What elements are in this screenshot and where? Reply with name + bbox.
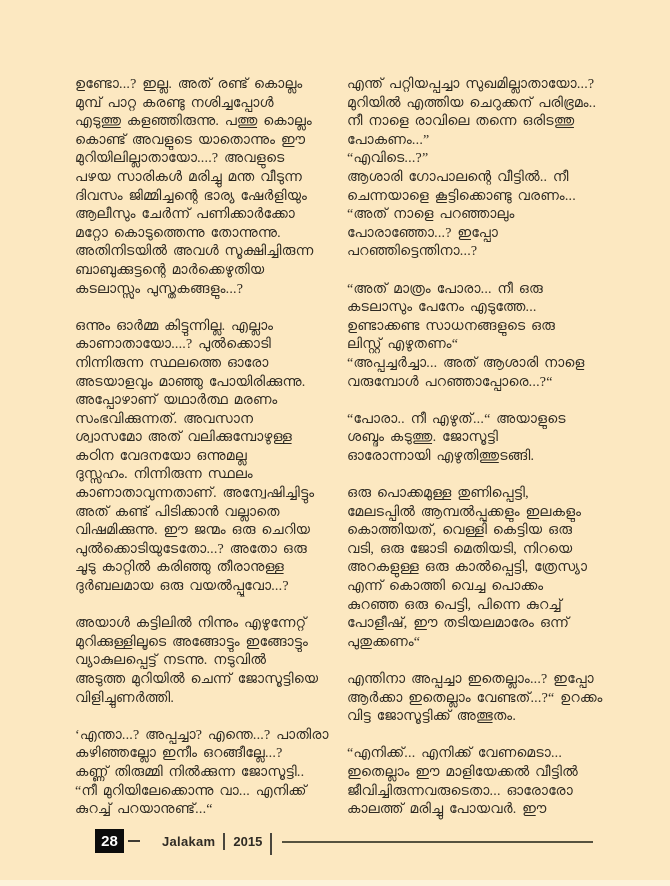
text-line: വിളിച്ചുണർത്തി. [75, 690, 175, 706]
text-line: പോളീഷ്, ഈ തടിയലമാരേം ഒന്ന് [347, 616, 570, 632]
paragraph [75, 318, 335, 597]
text-line: മുറിയിലില്ലാതായോ....? അവളുടെ [75, 151, 285, 167]
text-line: ദിവസം ജിമ്മിച്ചന്റെ ഭാര്യ ഷേർളിയും [75, 188, 308, 204]
text-line: ഉണ്ടോ...? ഇല്ല. അത് രണ്ട് കൊല്ലം [75, 77, 303, 92]
text-line: ദുസ്സഹം. നിന്നിരുന്ന സ്ഥലം [75, 467, 253, 483]
text-line: ജീവിച്ചിരുന്നവരുടെതാ... ഓരോരോ [347, 783, 573, 799]
text-line: സംഭവിക്കുന്നത്. അവസാന [75, 411, 254, 427]
text-line: വിട്ട ജോസൂട്ടിക്ക് അത്ഭുതം. [347, 709, 517, 725]
magazine-name: Jalakam [162, 833, 216, 849]
text-line: മുറിയിൽ എത്തിയ ചെറുക്കന് പരിഭ്രമം.. [347, 95, 597, 111]
text-line: ആശാരി ഗോപാലന്റെ വീട്ടിൽ.. നീ [347, 169, 569, 185]
right-text-column [347, 76, 627, 820]
text-line: അപ്പോഴാണ് യഥാർത്ഥ മരണം [75, 393, 278, 409]
text-line: “നീ മുറിയിലേക്കൊന്നു വാ... എനിക്ക് [75, 783, 307, 799]
text-line: എന്ത് പറ്റിയപ്പച്ചാ സുഖമില്ലാതായോ...? [347, 77, 595, 92]
text-line: കഠിന വേദനയോ ഒന്നുമല്ല [75, 448, 247, 464]
text-line: കാലത്ത് മരിച്ചു പോയവർ. ഈ [347, 802, 547, 818]
paragraph [347, 745, 627, 819]
text-line: കടലാസും പേനേം എടുത്തേ... [347, 300, 537, 316]
page-bottom-edge [0, 880, 670, 886]
text-line: ഇതെല്ലാം ഈ മാളിയേക്കൽ വീട്ടിൽ [347, 764, 578, 780]
text-line: “പോരാ.. നീ എഴുത്...“ അയാളുടെ [347, 411, 566, 427]
page-number-badge: 28 [95, 829, 124, 853]
footer-rule [282, 841, 593, 843]
text-line: അടുത്ത മുറിയിൽ ചെന്ന് ജോസൂട്ടിയെ [75, 672, 319, 687]
text-line: എന്ന് കൊത്തി വെച്ച പൊക്കം [347, 579, 544, 595]
paragraph [75, 615, 335, 708]
text-line: “അപ്പച്ചർച്ചാ... അത് ആശാരി നാളെ [347, 355, 585, 371]
text-line: പോകണം...” [347, 132, 430, 148]
text-line: അതിനിടയിൽ അവൾ സൂക്ഷിച്ചിരുന്ന [75, 244, 314, 260]
text-line: “അത് നാളെ പറഞ്ഞാലും [347, 207, 515, 223]
text-line: കൊണ്ട് അവളുടെ യാതൊന്നും ഈ [75, 132, 306, 148]
text-line: മുമ്പ് പാറ്റ കരണ്ടു നശിച്ചപ്പോൾ [75, 95, 274, 111]
paragraph [347, 281, 627, 393]
text-line: പുൽക്കൊടിയുടേതോ...? അതോ ഒരു [75, 541, 307, 557]
text-line: വ്യാകുലപ്പെട്ട് നടന്നു. നടുവിൽ [75, 653, 267, 669]
text-line: “എവിടെ...?” [347, 151, 429, 167]
footer-year: 2015 [233, 833, 263, 849]
text-line: കടലാസ്സും പുസ്തകങ്ങളും...? [75, 281, 244, 297]
footer-dash [128, 840, 140, 842]
text-line: അടയാളവും മാഞ്ഞു പോയിരിക്കുന്നു. [75, 374, 306, 390]
text-line: മുറിക്കുള്ളിലൂടെ അങ്ങോട്ടും ഇങ്ങോട്ടും [75, 634, 309, 650]
left-text-column [75, 76, 335, 820]
text-line: അത് കണ്ട് പിടിക്കാൻ വല്ലാതെ [75, 504, 280, 520]
text-line: നീ നാളെ രാവിലെ തന്നെ ഒരിടത്തു [347, 114, 575, 130]
text-line: ചൂടു കാറ്റിൽ കരിഞ്ഞു തീരാനുള്ള [75, 560, 285, 576]
text-line: “അത് മാത്രം പോരാ... നീ ഒരു [347, 281, 543, 297]
text-line: കഴിഞ്ഞല്ലോ ഇനീം ഒറങ്ങീല്ലേ...? [75, 746, 283, 762]
text-line: ഉണ്ടാക്കണ്ട സാധനങ്ങളുടെ ഒരു [347, 318, 556, 334]
paragraph [347, 411, 627, 467]
text-line: മേലടപ്പിൽ ആമ്പൽപ്പൂക്കളും ഇലകളും [347, 504, 582, 520]
text-line: എടുത്തു കളഞ്ഞിരുന്നു. പത്തു കൊല്ലം [75, 114, 312, 130]
text-line: ഒരു പൊക്കമുള്ള തുണിപ്പെട്ടി, [347, 486, 529, 502]
text-line: കാണാതായോ....? പുൽക്കൊടി [75, 337, 272, 353]
text-line: വടി, ഒരു ജോടി മെതിയടി, നിറയെ [347, 541, 573, 557]
text-line: കാണാതാവുന്നതാണ്. അന്വേഷിച്ചിട്ടും [75, 486, 315, 502]
paragraph [347, 485, 627, 652]
text-line: ആലീസും ചേർന്ന് പണിക്കാർക്കോ [75, 207, 295, 223]
text-line: കുറച്ച് പറയാനുണ്ട്...“ [75, 802, 213, 818]
paragraph [347, 671, 627, 727]
page-footer [95, 828, 593, 854]
text-line: എന്തിനാ അപ്പച്ചാ ഇതെല്ലാം...? ഇപ്പോ [347, 672, 594, 687]
text-line: ഓരോന്നായി എഴുതിത്തുടങ്ങി. [347, 448, 535, 464]
paragraph [75, 76, 335, 299]
text-line: ലിസ്റ്റ് എഴുതണം“ [347, 337, 459, 353]
text-line: ഒന്നും ഓർമ്മ കിട്ടുന്നില്ല. എല്ലാം [75, 318, 274, 334]
text-line: മറ്റോ കൊടുത്തെന്നു തോന്നുന്നു. [75, 225, 281, 241]
text-line: പറഞ്ഞിട്ടെന്തിനാ...? [347, 244, 478, 260]
text-line: ശ്വാസമോ അത് വലിക്കുമ്പോഴുള്ള [75, 430, 293, 446]
text-line: പഴയ സാരികൾ മരിച്ചു മന്ത വീടുന്ന [75, 169, 303, 185]
text-line: ബാബുക്കുട്ടന്റെ മാർക്കെഴുതിയ [75, 262, 265, 278]
footer-separator-icon [270, 833, 272, 855]
text-line: പോരാഞ്ഞോ...? ഇപ്പോ [347, 225, 499, 241]
text-line: ദുർബലമായ ഒരു വയൽപ്പൂവോ...? [75, 579, 289, 595]
text-line: ചെന്നയാളെ കൂട്ടിക്കൊണ്ടു വരണം... [347, 188, 576, 204]
text-line: ‘എന്താ...? അപ്പച്ചാ? എന്തെ...? പാതിരാ [75, 727, 329, 743]
paragraph [347, 76, 627, 262]
text-line: ശബ്ദം കടുത്തു. ജോസൂട്ടി [347, 430, 499, 446]
text-line: കൊത്തിയത്, വെള്ളി കെട്ടിയ ഒരു [347, 523, 573, 539]
text-line: അറകളുള്ള ഒരു കാൽപ്പെട്ടി, ത്രേസ്യാ [347, 560, 588, 576]
text-line: നിന്നിരുന്ന സ്ഥലത്തെ ഓരോ [75, 355, 269, 371]
paragraph [75, 727, 335, 820]
text-line: കണ്ണ് തിരുമ്മി നിൽക്കുന്ന ജോസൂട്ടി.. [75, 764, 305, 780]
text-line: അയാൾ കട്ടിലിൽ നിന്നും എഴുന്നേറ്റ് [75, 616, 307, 632]
text-line: “എനിക്ക്... എനിക്ക് വേണമെടാ... [347, 746, 563, 762]
text-line: കുറഞ്ഞ ഒരു പെട്ടി, പിന്നെ കുറച്ച് [347, 597, 562, 613]
text-line: പുതുക്കണം“ [347, 634, 421, 650]
text-line: വരുമ്പോൾ പറഞ്ഞാപ്പോരെ...?“ [347, 374, 553, 390]
text-line: ആർക്കാ ഇതെല്ലാം വേണ്ടത്...?“ ഉറക്കം [347, 690, 603, 706]
footer-separator-icon [223, 833, 225, 850]
text-line: വിഷമിക്കുന്നു. ഈ ജന്മം ഒരു ചെറിയ [75, 523, 311, 539]
